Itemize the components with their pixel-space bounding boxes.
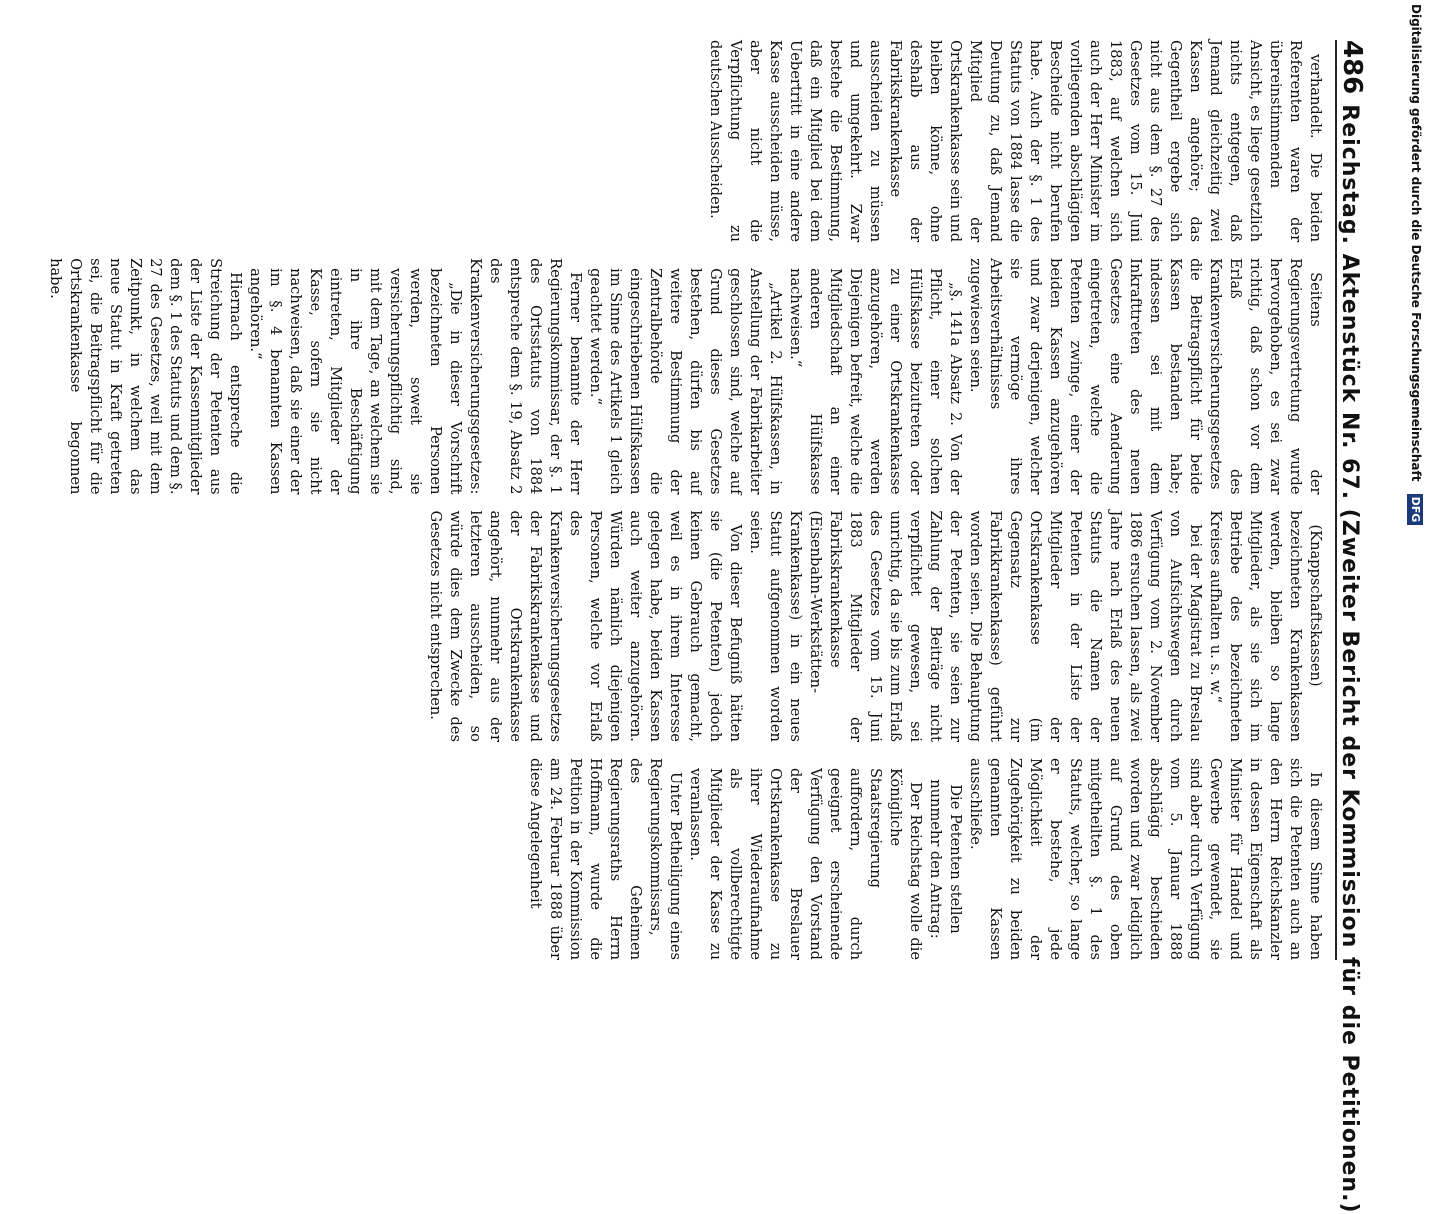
- column-1: [30, 40, 1325, 242]
- paragraph: Unter Betheiligung eines Regierungskommissars, des Geheimen Regierungsraths Herrn Hoffmann, wurde die Petition in der Kommission am 24. Februar 1888 über diese Angelegenheit: [527, 757, 684, 961]
- column-2: [30, 258, 1325, 494]
- paragraph: Die Petenten stellen nunmehr den Antrag:: [927, 779, 964, 939]
- paragraph: Von dieser Befugniß hätten sie (die Petenten) jedoch keinen Gebrauch gemacht, weil es in ihrem Interesse gelegen habe, beiden Kassen auch weiter anzugehören. Würden nämlich diejenigen Personen, welche vor Erlaß des Krankenversicherungsgesetzes der Fabrikskrankenkasse und der Ortskrankenkasse angehört, nunmehr aus der letzteren ausscheiden, so würde dies dem Zwecke des Gesetzes nicht entsprechen.: [427, 510, 744, 742]
- paragraph: bei der Magistrat zu Breslau von Aufsichtswegen durch Verfügung vom 2. November 1886 ersuchen lassen, als zwei Jahre nach Erlaß des neuen Statuts die Namen der Petenten in der Liste der Mitglieder der Ortskrankenkasse (im Gegensatz zur Fabrikkrankenkasse) geführt worden seien. Die Behauptung der Petenten, sie seien zur Zahlung der Beiträge nicht verpflichtet gewesen, sei unrichtig, da sie bis zum Erlaß des Gesetzes vom 15. Juni 1883 Mitglieder der Fabrikskrankenkasse (Eisenbahn-Werkstätten-Krankenkasse) in ein neues Statut aufgenommen worden seien.: [747, 510, 1204, 742]
- page-number: 486: [1337, 40, 1367, 95]
- running-head: Reichstag. Aktenstück Nr. 67. (Zweiter Bericht der Kommission für die Petitionen.): [1337, 104, 1362, 1214]
- paragraph: verhandelt. Die beiden Referenten waren der übereinstimmenden Ansicht, es liege gesetzlich nichts entgegen, daß Jemand gleichzeitig zwei Kassen angehöre; das Gegentheil ergebe sich nicht aus dem §. 27 des Gesetzes vom 15. Juni 1883, auf welchen sich auch der Herr Minister im vorliegenden abschlägigen Bescheide nicht berufen habe. Auch der §. 1 des Statuts von 1884 lasse die Deutung zu, daß Jemand Mitglied der Ortskrankenkasse sein und bleiben könne, ohne deshalb aus der Fabrikskrankenkasse ausscheiden zu müssen und umgekehrt. Zwar bestehe die Bestimmung, daß ein Mitglied bei dem Uebertritt in eine andere Kasse ausscheiden müsse, aber nicht die Verpflichtung zu deutschen Ausscheiden.: [707, 40, 1324, 243]
- footer-text-row: [1405, 0, 1427, 1004]
- quoted-paragraph: Der Reichstag wolle die Königliche Staatsregierung auffordern, durch geeignet erscheinende Verfügung den Vorstand der Breslauer Ortskrankenkasse zu ihrer Wiederaufnahme als vollberechtigte Mitglieder der Kasse zu veranlassen.: [687, 767, 924, 961]
- quoted-paragraph: „Die in dieser Vorschrift bezeichneten Personen werden, soweit sie versicherungspflichtig sind, mit dem Tage, an welchem sie in ihre Beschäftigung eintreten, Mitglieder der Kasse, sofern sie nicht nachweisen, daß sie einer der im §. 4 benannten Kassen angehören.“: [247, 268, 464, 495]
- column-3: [30, 510, 1325, 741]
- paragraph: (Knappschaftskassen) bezeichneten Krankenkassen werden, bleiben so lange Mitglieder, als sie sich im Betriebe des bezeichneten Kreises aufhalten u. s. w.“: [1207, 510, 1324, 742]
- quoted-paragraph: „Artikel 2. Hülfskassen, in Anstellung der Fabrikarbeiter geschlossen sind, welche auf Grund dieses Gesetzes bestehen, dürfen bis auf weitere Bestimmung der Zentralbehörde die eingeschriebenen Hülfskassen im Sinne des Artikels 1 gleich geachtet werden.“: [587, 268, 784, 495]
- quoted-paragraph: „§. 141a Absatz 2. Von der Pflicht, einer solchen Hülfskasse beizutreten oder zu einer Ortskrankenkasse anzugehören, werden Diejenigen befreit, welche die Mitgliedschaft an einer anderen Hülfskasse nachweisen.“: [787, 268, 964, 495]
- funding-note: Digitalisierung gefördert durch die Deutsche Forschungsgemeinschaft: [1409, 4, 1423, 482]
- paragraph: Ferner benannte der Herr Regierungskommissar, der §. 1 des Ortsstatuts von 1884 entspreche dem §. 19, Absatz 2 des Krankenversicherungsgesetzes:: [467, 258, 584, 495]
- column-4: [30, 758, 1325, 960]
- dfg-logo: DFG: [1408, 494, 1424, 526]
- text-columns: [30, 40, 1325, 960]
- paragraph: Hiernach entspreche die Streichung der Petenten aus der Liste der Kassenmitglieder dem §. 1 des Statuts und dem §. 27 des Gesetzes, weil mit dem Zeitpunkt, in welchem das neue Statut in Kraft getreten sei, die Beitragspflicht für die Ortskrankenkasse begonnen habe.: [47, 258, 244, 495]
- page-header: [1335, 40, 1377, 1214]
- paragraph: In diesem Sinne haben sich die Petenten auch an den Herrn Reichskanzler in dessen Eigenschaft als Minister für Handel und Gewerbe gewendet, sie sind aber durch Verfügung vom 5. Januar 1888 abschlägig beschieden worden und zwar lediglich auf Grund des oben mitgetheilten §. 1 des Statuts, welcher, so lange er bestehe, jede Möglichkeit der Zugehörigkeit zu beiden genannten Kassen ausschließe.: [967, 757, 1324, 961]
- paragraph: Seitens der Regierungsvertretung wurde hervorgehoben, es sei zwar richtig, daß schon vor dem Erlaß des Krankenversicherungsgesetzes die Beitragspflicht für beide Kassen bestanden habe; indessen sei mit dem Inkrafttreten des neuen Gesetzes eine Aenderung eingetreten, welche die Petenten zwinge, einer der beiden Kassen anzugehören und zwar derjenigen, welcher sie vermöge ihres Arbeitsverhältnisses zugewiesen seien.: [967, 258, 1324, 495]
- digitization-footer: [1405, 0, 1427, 1000]
